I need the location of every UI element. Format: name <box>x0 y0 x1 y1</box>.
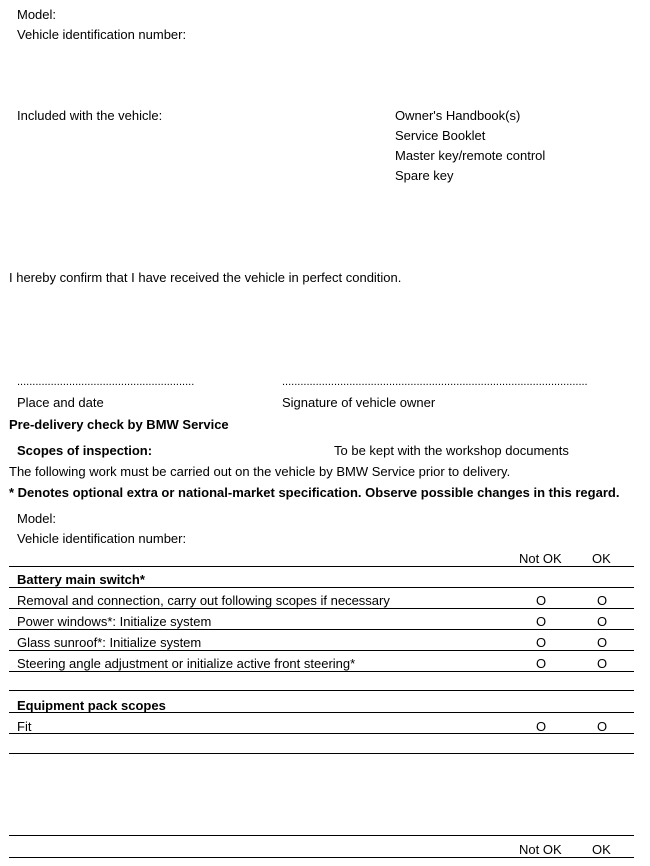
model-label: Model: <box>17 7 57 22</box>
included-item: Service Booklet <box>395 128 486 143</box>
footnote-text: * Denotes optional extra or national-market specification. Observe possible changes in this regard. <box>9 485 620 500</box>
included-item: Owner's Handbook(s) <box>395 108 521 123</box>
row-label: Glass sunroof*: Initialize system <box>17 635 202 650</box>
included-item: Spare key <box>395 168 454 183</box>
instruction-text: The following work must be carried out on the vehicle by BMW Service prior to delivery. <box>9 464 511 479</box>
place-date-label: Place and date <box>17 395 104 410</box>
table-divider <box>9 608 634 609</box>
row-label: Fit <box>17 719 32 734</box>
section-title: Equipment pack scopes <box>17 698 166 713</box>
ok-checkbox[interactable]: O <box>596 614 608 629</box>
column-header-not-ok: Not OK <box>519 551 562 566</box>
confirmation-text: I hereby confirm that I have received the vehicle in perfect condition. <box>9 270 402 285</box>
signature-line: .................................................................................................... <box>282 376 588 388</box>
ok-checkbox[interactable]: O <box>596 593 608 608</box>
section-title: Battery main switch* <box>17 572 145 587</box>
included-item: Master key/remote control <box>395 148 546 163</box>
signature-label: Signature of vehicle owner <box>282 395 436 410</box>
ok-checkbox[interactable]: O <box>596 656 608 671</box>
not-ok-checkbox[interactable]: O <box>535 656 547 671</box>
not-ok-checkbox[interactable]: O <box>535 614 547 629</box>
table-divider <box>9 671 634 672</box>
row-label: Steering angle adjustment or initialize active front steering* <box>17 656 356 671</box>
table-divider <box>9 835 634 836</box>
included-label: Included with the vehicle: <box>17 108 163 123</box>
column-header-not-ok: Not OK <box>519 842 562 857</box>
not-ok-checkbox[interactable]: O <box>535 635 547 650</box>
table-divider <box>9 753 634 754</box>
scopes-label: Scopes of inspection: <box>17 443 153 458</box>
keep-note: To be kept with the workshop documents <box>334 443 569 458</box>
table-divider <box>9 690 634 691</box>
table-divider <box>9 733 634 734</box>
table-divider <box>9 587 634 588</box>
vin-label: Vehicle identification number: <box>17 27 187 42</box>
table-divider <box>9 566 634 567</box>
table-divider <box>9 712 634 713</box>
model-label: Model: <box>17 511 57 526</box>
row-label: Power windows*: Initialize system <box>17 614 212 629</box>
column-header-ok: OK <box>592 842 611 857</box>
ok-checkbox[interactable]: O <box>596 635 608 650</box>
vin-label: Vehicle identification number: <box>17 531 187 546</box>
table-divider <box>9 650 634 651</box>
place-date-line: .......................................................... <box>17 376 195 388</box>
not-ok-checkbox[interactable]: O <box>535 719 547 734</box>
ok-checkbox[interactable]: O <box>596 719 608 734</box>
predelivery-title: Pre-delivery check by BMW Service <box>9 417 229 432</box>
table-divider <box>9 629 634 630</box>
column-header-ok: OK <box>592 551 611 566</box>
not-ok-checkbox[interactable]: O <box>535 593 547 608</box>
row-label: Removal and connection, carry out following scopes if necessary <box>17 593 390 608</box>
table-divider <box>9 857 634 858</box>
